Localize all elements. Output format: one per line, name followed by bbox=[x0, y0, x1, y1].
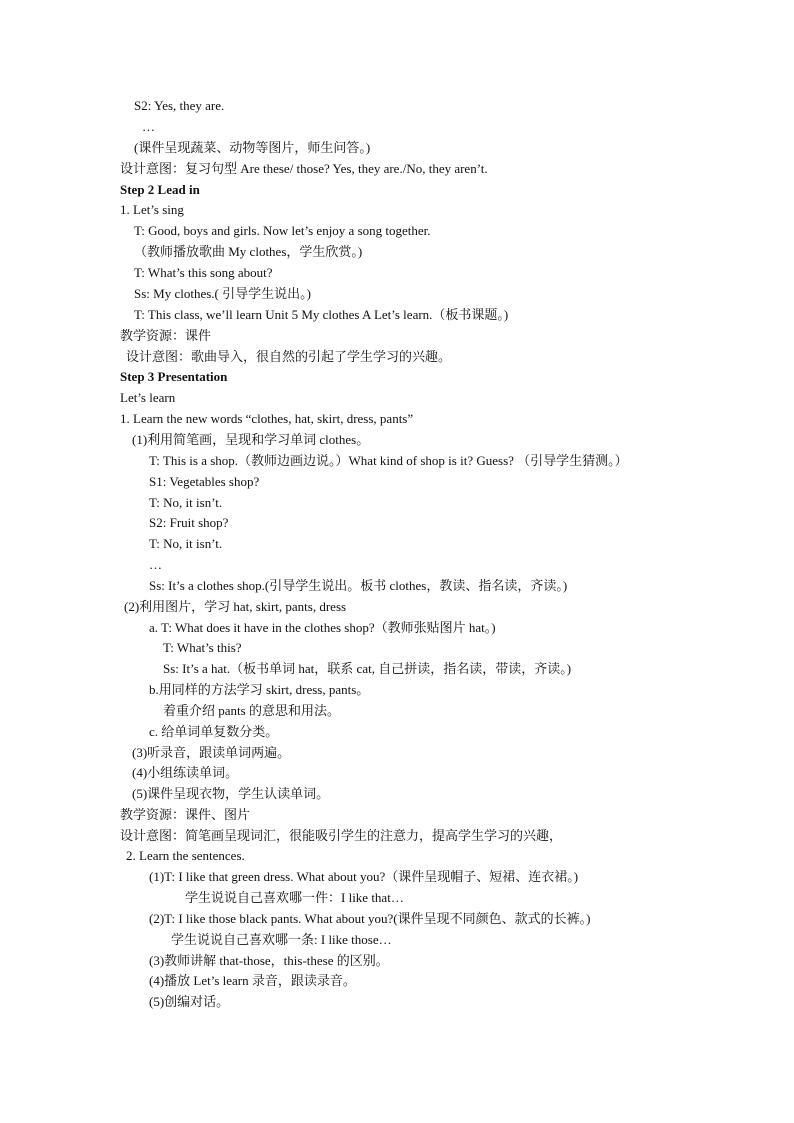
resource-line: 教学资源：课件、图片 bbox=[120, 807, 251, 822]
note-line: (课件呈现蔬菜、动物等图片，师生问答。) bbox=[134, 140, 371, 155]
dialogue-line: T: What’s this? bbox=[163, 640, 242, 655]
subsection-heading: 1. Learn the new words “clothes, hat, skirt, dress, pants” bbox=[120, 411, 414, 426]
dialogue-line: Ss: It’s a hat.（板书单词 hat，联系 cat, 自己拼读，指名读，带读，齐读。) bbox=[163, 661, 572, 676]
dialogue-line: Ss: My clothes.( 引导学生说出。) bbox=[134, 286, 311, 301]
note-line: （教师播放歌曲 My clothes，学生欣赏。) bbox=[134, 244, 363, 259]
dialogue-line: T: No, it isn’t. bbox=[149, 536, 223, 551]
ellipsis-line: … bbox=[142, 119, 155, 134]
dialogue-line: T: This class, we’ll learn Unit 5 My clothes A Let’s learn.（板书课题。) bbox=[134, 307, 509, 322]
activity-item: (1)T: I like that green dress. What about you?（课件呈现帽子、短裙、连衣裙。) bbox=[149, 869, 579, 884]
design-intent-line: 设计意图：歌曲导入，很自然的引起了学生学习的兴趣。 bbox=[126, 349, 452, 364]
activity-item: (4)小组练读单词。 bbox=[132, 765, 239, 780]
dialogue-line: T: What’s this song about? bbox=[134, 265, 273, 280]
activity-item: (3)听录音，跟读单词两遍。 bbox=[132, 745, 291, 760]
activity-item: (5)课件呈现衣物，学生认读单词。 bbox=[132, 786, 330, 801]
subsection-heading: 1. Let’s sing bbox=[120, 202, 184, 217]
dialogue-line: T: No, it isn’t. bbox=[149, 495, 223, 510]
dialogue-line: T: This is a shop.（教师边画边说。）What kind of shop is it? Guess? （引导学生猜测。） bbox=[149, 453, 628, 468]
dialogue-line: a. T: What does it have in the clothes shop?（教师张贴图片 hat。) bbox=[149, 620, 496, 635]
dialogue-line: Ss: It’s a clothes shop.(引导学生说出。板书 clothes，教读、指名读，齐读。) bbox=[149, 578, 568, 593]
activity-step: 着重介绍 pants 的意思和用法。 bbox=[163, 703, 340, 718]
subsection-heading: 2. Learn the sentences. bbox=[126, 848, 245, 863]
activity-item: (4)播放 Let’s learn 录音，跟读录音。 bbox=[149, 973, 356, 988]
activity-step: b.用同样的方法学习 skirt, dress, pants。 bbox=[149, 682, 370, 697]
design-intent-line: 设计意图：简笔画呈现词汇，很能吸引学生的注意力，提高学生学习的兴趣， bbox=[120, 828, 563, 843]
activity-step: 学生说说自己喜欢哪一条: I like those… bbox=[171, 932, 392, 947]
activity-step: c. 给单词单复数分类。 bbox=[149, 724, 279, 739]
dialogue-line: S2: Fruit shop? bbox=[149, 515, 229, 530]
step-heading: Step 3 Presentation bbox=[120, 369, 228, 384]
activity-item: (1)利用简笔画，呈现和学习单词 clothes。 bbox=[132, 432, 370, 447]
dialogue-line: S1: Vegetables shop? bbox=[149, 474, 260, 489]
activity-item: (2)利用图片，学习 hat, skirt, pants, dress bbox=[124, 599, 347, 614]
activity-item: (3)教师讲解 that-those，this-these 的区别。 bbox=[149, 953, 389, 968]
activity-step: 学生说说自己喜欢哪一件：I like that… bbox=[185, 890, 404, 905]
resource-line: 教学资源：课件 bbox=[120, 328, 212, 343]
step-heading: Step 2 Lead in bbox=[120, 182, 200, 197]
activity-item: (2)T: I like those black pants. What about you?(课件呈现不同颜色、款式的长裤。) bbox=[149, 911, 591, 926]
design-intent-line: 设计意图：复习句型 Are these/ those? Yes, they are./No, they aren’t. bbox=[120, 161, 488, 176]
ellipsis-line: … bbox=[149, 557, 162, 572]
dialogue-line: T: Good, boys and girls. Now let’s enjoy a song together. bbox=[134, 223, 431, 238]
subsection-heading: Let’s learn bbox=[120, 390, 176, 405]
dialogue-line: S2: Yes, they are. bbox=[134, 98, 225, 113]
activity-item: (5)创编对话。 bbox=[149, 994, 230, 1009]
